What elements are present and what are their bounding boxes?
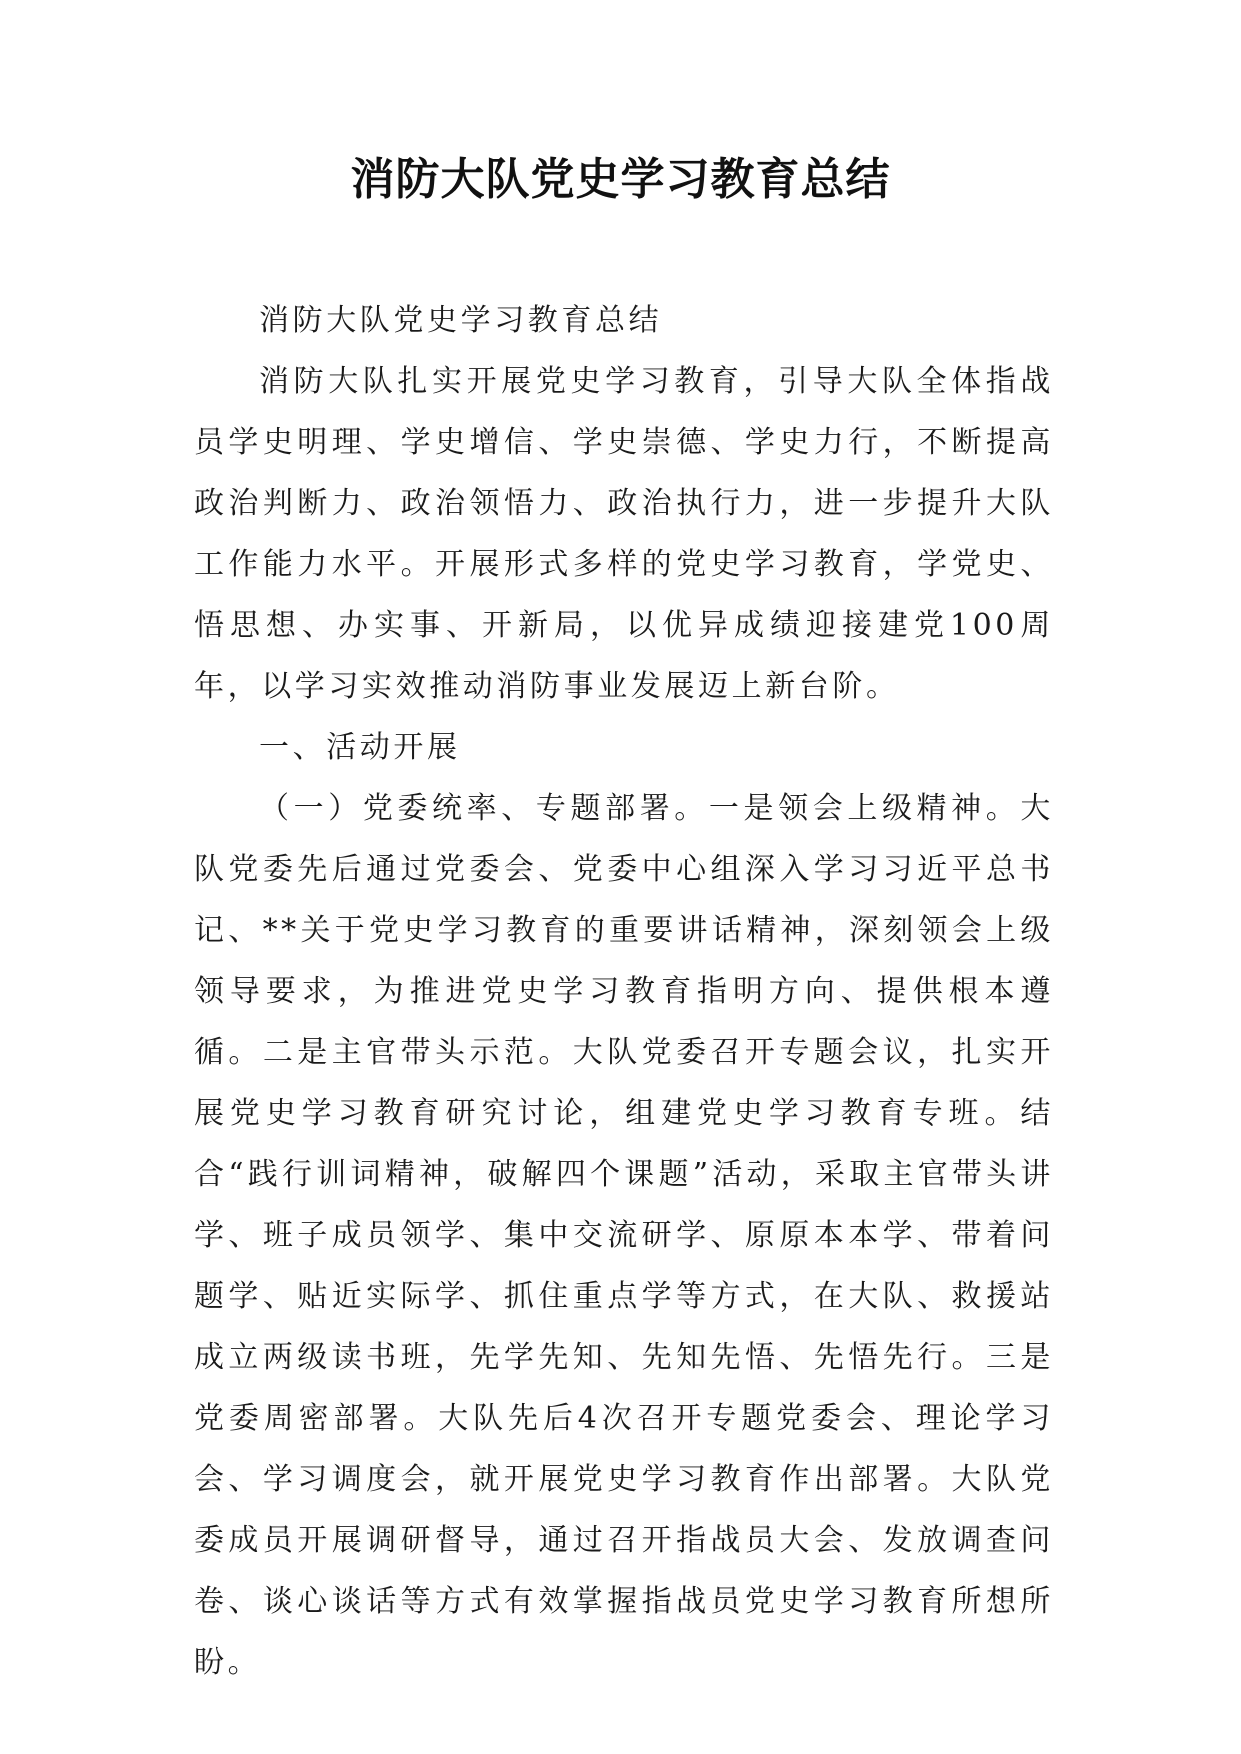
section-paragraph: （一）党委统率、专题部署。一是领会上级精神。大队党委先后通过党委会、党委中心组深入学习习近平总书记、**关于党史学习教育的重要讲话精神，深刻领会上级领导要求，为推进党史学习教育指明方向、提供根本遵循。二是主官带头示范。大队党委召开专题会议，扎实开展党史学习教育研究讨论，组建党史学习教育专班。结合“践行训词精神，破解四个课题”活动，采取主官带头讲学、班子成员领学、集中交流研学、原原本本学、带着问题学、贴近实际学、抓住重点学等方式，在大队、救援站成立两级读书班，先学先知、先知先悟、先悟先行。三是党委周密部署。大队先后4次召开专题党委会、理论学习会、学习调度会，就开展党史学习教育作出部署。大队党委成员开展调研督导，通过召开指战员大会、发放调查问卷、谈心谈话等方式有效掌握指战员党史学习教育所想所盼。 (194, 791, 1054, 1680)
document-body (194, 290, 1054, 1693)
intro-paragraph: 消防大队扎实开展党史学习教育，引导大队全体指战员学史明理、学史增信、学史崇德、学史力行，不断提高政治判断力、政治领悟力、政治执行力，进一步提升大队工作能力水平。开展形式多样的党史学习教育，学党史、悟思想、办实事、开新局，以优异成绩迎接建党100周年，以学习实效推动消防事业发展迈上新台阶。 (194, 364, 1054, 704)
section-heading: 一、活动开展 (259, 730, 461, 765)
subtitle-paragraph: 消防大队党史学习教育总结 (259, 303, 663, 338)
document-title: 消防大队党史学习教育总结 (350, 154, 891, 205)
